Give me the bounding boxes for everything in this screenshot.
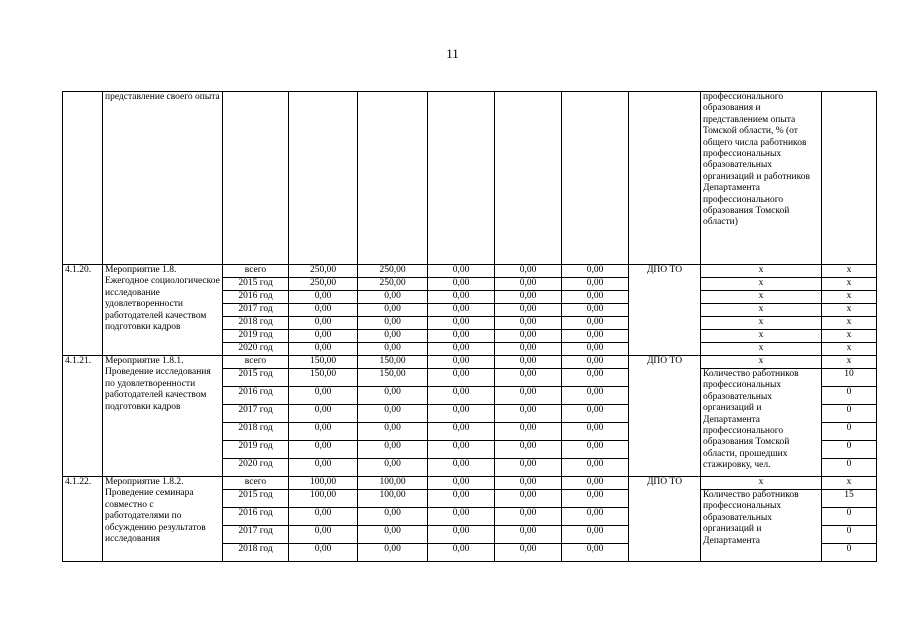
amount-v3: 0,00 bbox=[428, 477, 495, 490]
indicator-value: х bbox=[822, 477, 877, 490]
amount-v1: 0,00 bbox=[289, 330, 358, 343]
amount-v1: 250,00 bbox=[289, 278, 358, 291]
amount-v4: 0,00 bbox=[495, 477, 562, 490]
amount-v4: 0,00 bbox=[495, 356, 562, 369]
indicator-value: х bbox=[822, 265, 877, 278]
row-number: 4.1.20. bbox=[63, 265, 103, 356]
period: 2016 год bbox=[223, 291, 289, 304]
indicator-value: х bbox=[822, 330, 877, 343]
continued-row bbox=[63, 92, 877, 265]
amount-v5: 0,00 bbox=[562, 343, 629, 356]
period: 2017 год bbox=[223, 304, 289, 317]
amount-v2: 0,00 bbox=[358, 544, 428, 562]
period: 2016 год bbox=[223, 387, 289, 405]
amount-v3: 0,00 bbox=[428, 441, 495, 459]
event-name-cell: представление своего опыта bbox=[103, 92, 223, 265]
indicator-value: х bbox=[822, 343, 877, 356]
value-cell bbox=[289, 92, 358, 265]
amount-v3: 0,00 bbox=[428, 544, 495, 562]
amount-v2: 150,00 bbox=[358, 369, 428, 387]
amount-v2: 100,00 bbox=[358, 477, 428, 490]
indicator-value: х bbox=[822, 356, 877, 369]
amount-v1: 0,00 bbox=[289, 387, 358, 405]
period: 2018 год bbox=[223, 423, 289, 441]
period: 2018 год bbox=[223, 544, 289, 562]
table-row bbox=[63, 477, 877, 490]
indicator-value: 0 bbox=[822, 423, 877, 441]
indicator-value: х bbox=[822, 304, 877, 317]
indicator-text: Количество работников профессиональных образовательных организаций и Департамента bbox=[701, 490, 822, 562]
amount-v4: 0,00 bbox=[495, 387, 562, 405]
indicator-value: 0 bbox=[822, 544, 877, 562]
event-name: Мероприятие 1.8. Ежегодное социологическое исследование удовлетворенности работодателей качеством подготовки кадров bbox=[103, 265, 223, 356]
period: 2019 год bbox=[223, 330, 289, 343]
table-row bbox=[63, 356, 877, 369]
amount-v5: 0,00 bbox=[562, 356, 629, 369]
value-cell bbox=[562, 92, 629, 265]
amount-v2: 0,00 bbox=[358, 526, 428, 544]
indicator-value: 0 bbox=[822, 387, 877, 405]
table-row bbox=[63, 265, 877, 278]
period: 2017 год bbox=[223, 526, 289, 544]
amount-v2: 0,00 bbox=[358, 459, 428, 477]
amount-v2: 0,00 bbox=[358, 423, 428, 441]
amount-v5: 0,00 bbox=[562, 265, 629, 278]
amount-v4: 0,00 bbox=[495, 278, 562, 291]
amount-v5: 0,00 bbox=[562, 405, 629, 423]
amount-v1: 150,00 bbox=[289, 369, 358, 387]
period: 2020 год bbox=[223, 343, 289, 356]
period: 2017 год bbox=[223, 405, 289, 423]
period-cell bbox=[223, 92, 289, 265]
indicator-value: 10 bbox=[822, 369, 877, 387]
amount-v3: 0,00 bbox=[428, 278, 495, 291]
amount-v1: 0,00 bbox=[289, 405, 358, 423]
amount-v1: 0,00 bbox=[289, 459, 358, 477]
period: всего bbox=[223, 265, 289, 278]
amount-v3: 0,00 bbox=[428, 405, 495, 423]
amount-v5: 0,00 bbox=[562, 441, 629, 459]
amount-v2: 0,00 bbox=[358, 317, 428, 330]
amount-v5: 0,00 bbox=[562, 423, 629, 441]
amount-v4: 0,00 bbox=[495, 423, 562, 441]
indicator-value: 15 bbox=[822, 490, 877, 508]
amount-v2: 0,00 bbox=[358, 304, 428, 317]
amount-v2: 0,00 bbox=[358, 387, 428, 405]
program-table bbox=[62, 91, 877, 562]
indicator-value-cell bbox=[822, 92, 877, 265]
amount-v1: 100,00 bbox=[289, 477, 358, 490]
executor: ДПО ТО bbox=[629, 477, 701, 562]
amount-v4: 0,00 bbox=[495, 291, 562, 304]
period: 2018 год bbox=[223, 317, 289, 330]
amount-v5: 0,00 bbox=[562, 526, 629, 544]
num-cell bbox=[63, 92, 103, 265]
event-name: Мероприятие 1.8.1. Проведение исследования по удовлетворенности работодателей качеством подготовки кадров bbox=[103, 356, 223, 477]
indicator: х bbox=[701, 356, 822, 369]
amount-v3: 0,00 bbox=[428, 459, 495, 477]
amount-v3: 0,00 bbox=[428, 387, 495, 405]
amount-v5: 0,00 bbox=[562, 544, 629, 562]
amount-v1: 0,00 bbox=[289, 291, 358, 304]
row-number: 4.1.22. bbox=[63, 477, 103, 562]
amount-v4: 0,00 bbox=[495, 526, 562, 544]
amount-v4: 0,00 bbox=[495, 544, 562, 562]
amount-v4: 0,00 bbox=[495, 330, 562, 343]
indicator-value: х bbox=[822, 278, 877, 291]
amount-v2: 250,00 bbox=[358, 278, 428, 291]
value-cell bbox=[495, 92, 562, 265]
amount-v5: 0,00 bbox=[562, 387, 629, 405]
amount-v2: 100,00 bbox=[358, 490, 428, 508]
value-cell bbox=[358, 92, 428, 265]
amount-v5: 0,00 bbox=[562, 330, 629, 343]
period: 2015 год bbox=[223, 369, 289, 387]
amount-v3: 0,00 bbox=[428, 291, 495, 304]
amount-v4: 0,00 bbox=[495, 317, 562, 330]
amount-v1: 0,00 bbox=[289, 423, 358, 441]
indicator-value: х bbox=[822, 317, 877, 330]
amount-v5: 0,00 bbox=[562, 490, 629, 508]
amount-v3: 0,00 bbox=[428, 343, 495, 356]
period: всего bbox=[223, 356, 289, 369]
indicator: х bbox=[701, 304, 822, 317]
period: 2019 год bbox=[223, 441, 289, 459]
amount-v1: 250,00 bbox=[289, 265, 358, 278]
amount-v5: 0,00 bbox=[562, 278, 629, 291]
amount-v2: 0,00 bbox=[358, 405, 428, 423]
amount-v1: 0,00 bbox=[289, 317, 358, 330]
indicator: х bbox=[701, 343, 822, 356]
amount-v1: 0,00 bbox=[289, 508, 358, 526]
amount-v1: 0,00 bbox=[289, 526, 358, 544]
amount-v4: 0,00 bbox=[495, 441, 562, 459]
amount-v2: 0,00 bbox=[358, 330, 428, 343]
amount-v2: 150,00 bbox=[358, 356, 428, 369]
period: 2020 год bbox=[223, 459, 289, 477]
amount-v1: 150,00 bbox=[289, 356, 358, 369]
amount-v4: 0,00 bbox=[495, 405, 562, 423]
amount-v4: 0,00 bbox=[495, 459, 562, 477]
amount-v4: 0,00 bbox=[495, 490, 562, 508]
amount-v1: 0,00 bbox=[289, 343, 358, 356]
page-number: 11 bbox=[446, 46, 459, 61]
indicator: х bbox=[701, 317, 822, 330]
indicator: х bbox=[701, 278, 822, 291]
executor: ДПО ТО bbox=[629, 356, 701, 477]
amount-v3: 0,00 bbox=[428, 369, 495, 387]
row-number: 4.1.21. bbox=[63, 356, 103, 477]
amount-v4: 0,00 bbox=[495, 304, 562, 317]
event-name: Мероприятие 1.8.2. Проведение семинара совместно с работодателями по обсуждению результатов исследования bbox=[103, 477, 223, 562]
indicator: х bbox=[701, 330, 822, 343]
amount-v2: 0,00 bbox=[358, 291, 428, 304]
period: 2015 год bbox=[223, 278, 289, 291]
amount-v2: 250,00 bbox=[358, 265, 428, 278]
amount-v5: 0,00 bbox=[562, 304, 629, 317]
indicator-value: 0 bbox=[822, 508, 877, 526]
amount-v3: 0,00 bbox=[428, 356, 495, 369]
value-cell bbox=[428, 92, 495, 265]
amount-v2: 0,00 bbox=[358, 441, 428, 459]
indicator-value: 0 bbox=[822, 459, 877, 477]
amount-v3: 0,00 bbox=[428, 330, 495, 343]
amount-v5: 0,00 bbox=[562, 317, 629, 330]
indicator: х bbox=[701, 291, 822, 304]
amount-v4: 0,00 bbox=[495, 369, 562, 387]
amount-v4: 0,00 bbox=[495, 508, 562, 526]
amount-v1: 0,00 bbox=[289, 304, 358, 317]
indicator-value: 0 bbox=[822, 441, 877, 459]
amount-v5: 0,00 bbox=[562, 459, 629, 477]
indicator-value: 0 bbox=[822, 405, 877, 423]
amount-v3: 0,00 bbox=[428, 317, 495, 330]
indicator: х bbox=[701, 477, 822, 490]
amount-v3: 0,00 bbox=[428, 304, 495, 317]
amount-v4: 0,00 bbox=[495, 265, 562, 278]
amount-v5: 0,00 bbox=[562, 291, 629, 304]
indicator-text: Количество работников профессиональных образовательных организаций и Департамента профессионального образования Томской области, прошедших стажировку, чел. bbox=[701, 369, 822, 477]
executor: ДПО ТО bbox=[629, 265, 701, 356]
period: 2015 год bbox=[223, 490, 289, 508]
amount-v3: 0,00 bbox=[428, 423, 495, 441]
executor-cell bbox=[629, 92, 701, 265]
indicator-value: х bbox=[822, 291, 877, 304]
period: 2016 год bbox=[223, 508, 289, 526]
amount-v1: 0,00 bbox=[289, 441, 358, 459]
amount-v1: 0,00 bbox=[289, 544, 358, 562]
amount-v5: 0,00 bbox=[562, 508, 629, 526]
amount-v3: 0,00 bbox=[428, 526, 495, 544]
amount-v1: 100,00 bbox=[289, 490, 358, 508]
indicator-value: 0 bbox=[822, 526, 877, 544]
amount-v3: 0,00 bbox=[428, 490, 495, 508]
period: всего bbox=[223, 477, 289, 490]
amount-v3: 0,00 bbox=[428, 265, 495, 278]
amount-v3: 0,00 bbox=[428, 508, 495, 526]
amount-v2: 0,00 bbox=[358, 508, 428, 526]
amount-v2: 0,00 bbox=[358, 343, 428, 356]
indicator: х bbox=[701, 265, 822, 278]
amount-v5: 0,00 bbox=[562, 477, 629, 490]
indicator-cell: профессионального образования и представлением опыта Томской области, % (от общего числа работников профессиональных образовательных организаций и работников Департамента профессионального образования Томской области) bbox=[701, 92, 822, 265]
amount-v4: 0,00 bbox=[495, 343, 562, 356]
amount-v5: 0,00 bbox=[562, 369, 629, 387]
